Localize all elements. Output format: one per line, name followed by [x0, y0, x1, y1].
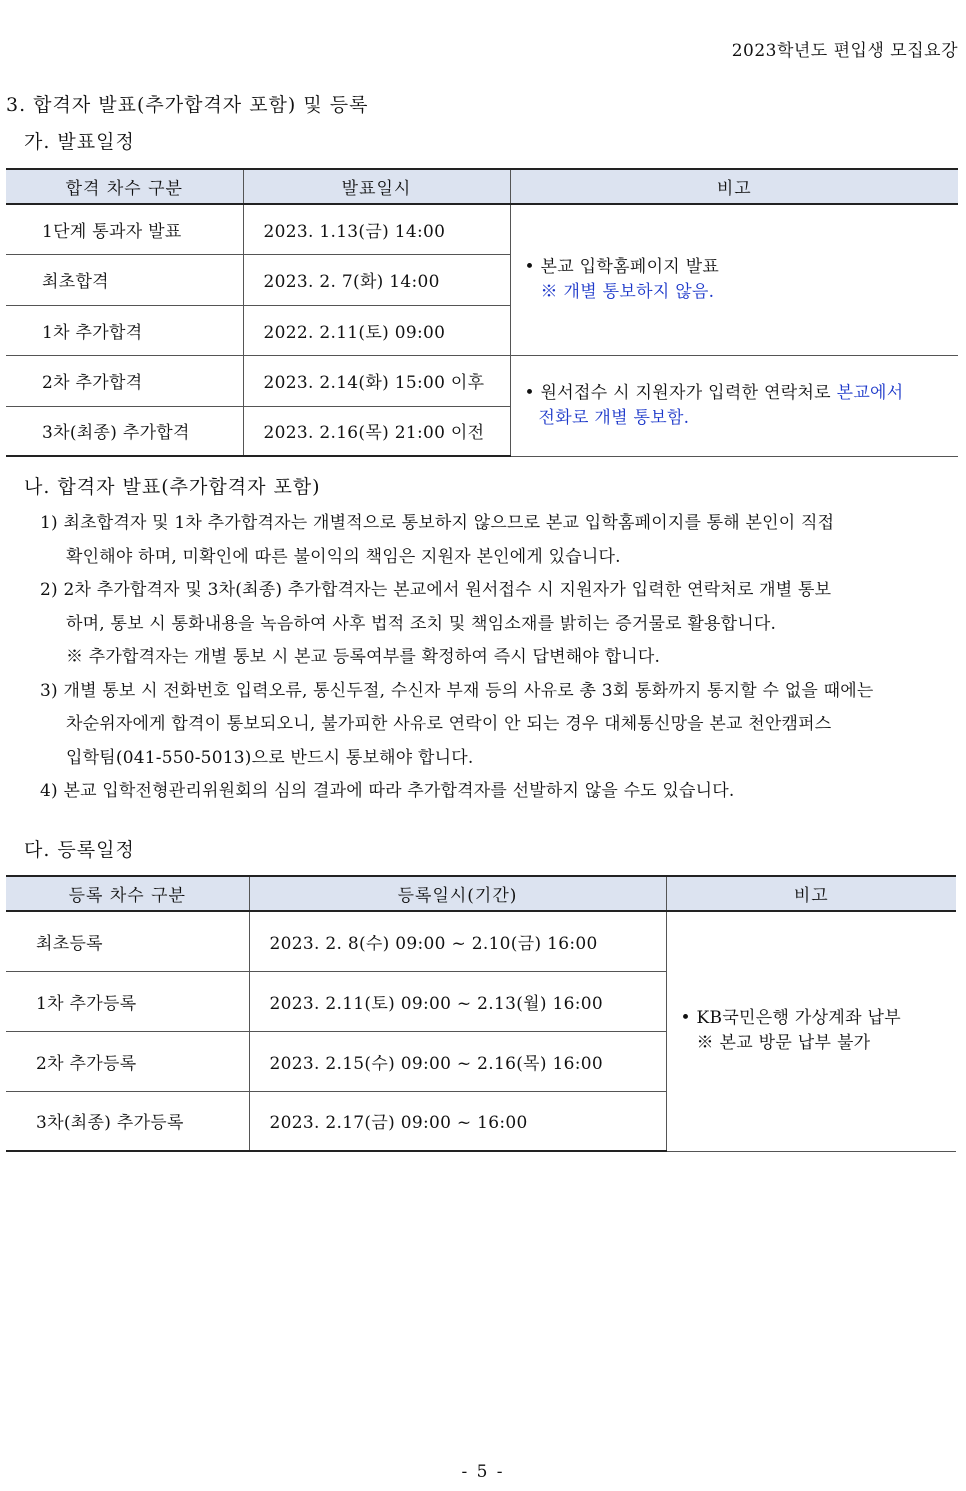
remark-cell [510, 355, 958, 456]
remark-cell [510, 204, 958, 355]
remark-line [525, 381, 958, 406]
list-item: 확인해야 하며, 미확인에 따른 불이익의 책임은 지원자 본인에게 있습니다. [66, 546, 621, 567]
page-number: - 5 - [461, 1462, 505, 1482]
list-item: 3) 개별 통보 시 전화번호 입력오류, 통신두절, 수신자 부재 등의 사유로 총 3회 통화까지 통지할 수 없을 때에는 [40, 680, 874, 701]
category-cell: 1단계 통과자 발표 [6, 204, 243, 254]
list-item: 2) 2차 추가합격자 및 3차(최종) 추가합격자는 본교에서 원서접수 시 지원자가 입력한 연락처로 개별 통보 [40, 580, 832, 600]
remark-line: • 본교 입학홈페이지 발표 [524, 256, 720, 277]
section-title: 3. 합격자 발표(추가합격자 포함) 및 등록 [6, 94, 369, 116]
category-cell: 1차 추가합격 [6, 305, 243, 355]
announcement-schedule-table [6, 168, 958, 457]
category-cell: 2차 추가합격 [6, 355, 243, 406]
remark-highlight-line: 전화로 개별 통보함. [538, 407, 690, 428]
period-cell: 2023. 2.17(금) 09:00 ~ 16:00 [249, 1091, 666, 1151]
datetime-cell: 2023. 1.13(금) 14:00 [243, 204, 510, 254]
category-cell: 3차(최종) 추가합격 [6, 406, 243, 456]
notice-list [40, 507, 960, 809]
remark-text: • 원서접수 시 지원자가 입력한 연락처로 [524, 382, 837, 403]
datetime-cell: 2023. 2.16(목) 21:00 이전 [243, 406, 510, 456]
remark-line: • KB국민은행 가상계좌 납부 [680, 1008, 901, 1029]
list-item: 하며, 통보 시 통화내용을 녹음하여 사후 법적 조치 및 책임소재를 밝히는 증거물로 활용합니다. [66, 613, 777, 634]
list-item: 입학팀(041-550-5013)으로 반드시 통보해야 합니다. [66, 747, 474, 768]
subsection-a-title: 가. 발표일정 [24, 131, 135, 153]
period-cell: 2023. 2.11(토) 09:00 ~ 2.13(월) 16:00 [249, 971, 666, 1031]
table-header-row [6, 876, 956, 911]
column-header: 발표일시 [243, 169, 510, 204]
table-row [6, 911, 956, 971]
column-header: 비고 [666, 876, 956, 911]
list-item: 차순위자에게 합격이 통보되오니, 불가피한 사유로 연락이 안 되는 경우 대체통신망을 본교 천안캠퍼스 [66, 714, 832, 734]
category-cell: 3차(최종) 추가등록 [6, 1091, 249, 1151]
column-header: 등록일시(기간) [249, 876, 666, 911]
datetime-cell: 2023. 2. 7(화) 14:00 [243, 254, 510, 305]
document-header-title: 2023학년도 편입생 모집요강 [731, 41, 958, 61]
subsection-c-title: 다. 등록일정 [24, 839, 135, 861]
period-cell: 2023. 2. 8(수) 09:00 ~ 2.10(금) 16:00 [249, 911, 666, 971]
datetime-cell: 2023. 2.14(화) 15:00 이후 [243, 355, 510, 406]
remark-highlight: 본교에서 [836, 382, 904, 403]
list-item: 4) 본교 입학전형관리위원회의 심의 결과에 따라 추가합격자를 선발하지 않을 수도 있습니다. [40, 781, 735, 801]
subsection-b-title: 나. 합격자 발표(추가합격자 포함) [24, 476, 321, 498]
column-header: 비고 [510, 169, 958, 204]
list-item: 1) 최초합격자 및 1차 추가합격자는 개별적으로 통보하지 않으므로 본교 입학홈페이지를 통해 본인이 직접 [40, 513, 835, 533]
period-cell: 2023. 2.15(수) 09:00 ~ 2.16(목) 16:00 [249, 1031, 666, 1091]
category-cell: 2차 추가등록 [6, 1031, 249, 1091]
category-cell: 최초합격 [6, 254, 243, 305]
table-row [6, 355, 958, 406]
column-header: 합격 차수 구분 [6, 169, 243, 204]
category-cell: 최초등록 [6, 911, 249, 971]
registration-schedule-table [6, 875, 956, 1152]
remark-note: ※ 개별 통보하지 않음. [540, 281, 715, 302]
remark-note: ※ 본교 방문 납부 불가 [696, 1033, 871, 1054]
category-cell: 1차 추가등록 [6, 971, 249, 1031]
column-header: 등록 차수 구분 [6, 876, 249, 911]
datetime-cell: 2022. 2.11(토) 09:00 [243, 305, 510, 355]
table-header-row [6, 169, 958, 204]
remark-cell [666, 911, 956, 1151]
table-row [6, 204, 958, 254]
list-item: ※ 추가합격자는 개별 통보 시 본교 등록여부를 확정하여 즉시 답변해야 합니다. [66, 647, 661, 667]
